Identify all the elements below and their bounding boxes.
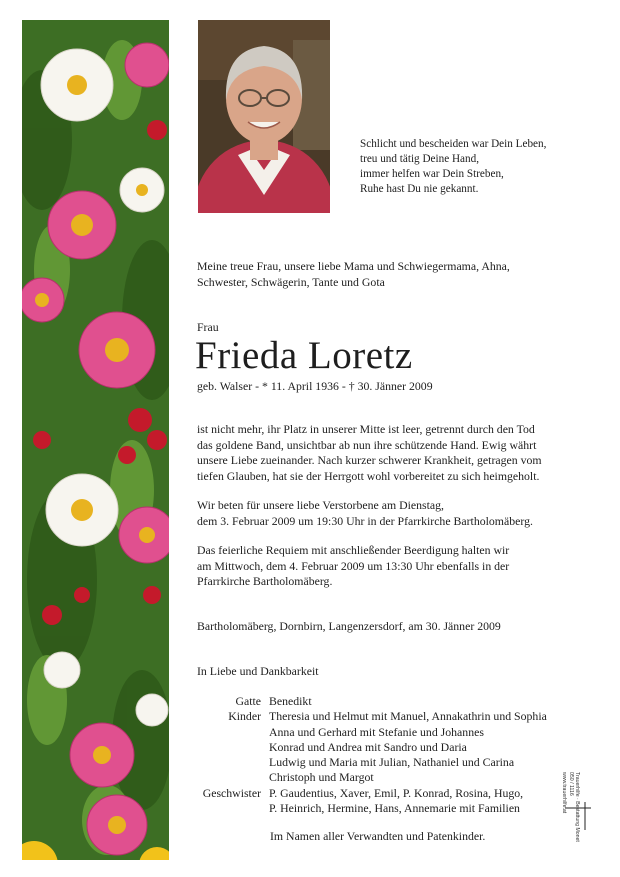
paragraph-line: dem 3. Februar 2009 um 19:30 Uhr in der Pfarrkirche Bartholomäberg. [197, 513, 533, 528]
final-line: Im Namen aller Verwandten und Patenkinder. [270, 829, 486, 843]
requiem-paragraph [197, 543, 509, 590]
paragraph-line: Wir beten für unsere liebe Verstorbene am Dienstag, [197, 498, 444, 512]
poem-line: Schlicht und bescheiden war Dein Leben, [360, 138, 547, 150]
poem-line: immer helfen war Dein Streben, [360, 168, 504, 180]
mourner-names: Christoph und Margot [269, 770, 374, 785]
mourner-row [197, 725, 547, 740]
closing-line: In Liebe und Dankbarkeit [197, 664, 319, 678]
intro-line: Schwester, Schwägerin, Tante und Gota [197, 274, 385, 289]
mourner-relation [197, 801, 269, 816]
imprint-line: www.trauerhilfe.at [561, 772, 568, 814]
portrait-photo [198, 20, 330, 213]
imprint-line: Trauerhilfe · Bestattung Monet [574, 772, 580, 842]
mourner-names: Anna und Gerhard mit Stefanie und Johannes [269, 724, 484, 739]
mourner-names: Konrad und Andrea mit Sandro und Daria [269, 739, 467, 754]
mourner-names: P. Heinrich, Hermine, Hans, Annemarie mit Familien [269, 801, 520, 816]
mourners-list [197, 694, 547, 816]
salutation: Frau [197, 320, 219, 334]
poem-line: Ruhe hast Du nie gekannt. [360, 183, 479, 195]
mourner-relation [197, 725, 269, 740]
paragraph-line: am Mittwoch, dem 4. Februar 2009 um 13:30 Uhr ebenfalls in der [197, 558, 510, 573]
funeral-service-imprint [540, 772, 580, 862]
intro-line: Meine treue Frau, unsere liebe Mama und Schwiegermama, Ahna, [197, 259, 510, 273]
mourner-row [197, 786, 547, 801]
mourner-names: Ludwig und Maria mit Julian, Nathaniel und Carina [269, 755, 515, 770]
mourner-names: Theresia und Helmut mit Manuel, Annakathrin und Sophia [269, 709, 547, 724]
flower-meadow-image [22, 20, 169, 860]
mourner-names: Benedikt [269, 694, 312, 708]
paragraph-line: unsere Liebe zueinander. Nach kurzer schwerer Krankheit, getragen vom [197, 453, 542, 467]
places-and-date: Bartholomäberg, Dornbirn, Langenzersdorf, am 30. Jänner 2009 [197, 619, 501, 633]
prayer-paragraph [197, 498, 533, 529]
paragraph-line: ist nicht mehr, ihr Platz in unserer Mitte ist leer, getrennt durch den Tod [197, 422, 535, 436]
mourner-row [197, 709, 547, 724]
mourner-row [197, 755, 547, 770]
mourner-relation: Geschwister [202, 785, 261, 800]
mourner-row [197, 801, 547, 816]
paragraph-line: das goldene Band, unsichtbar ab nun ihre schützende Hand. Ewig währt [197, 437, 537, 452]
deceased-name: Frieda Loretz [195, 334, 413, 377]
poem [360, 137, 546, 197]
paragraph-line: Das feierliche Requiem mit anschließender Beerdigung halten wir [197, 543, 510, 557]
imprint-line: 050 / 1116 [567, 772, 574, 796]
mourner-relation: Kinder [228, 709, 261, 724]
mourner-relation: Gatte [235, 694, 261, 708]
paragraph-line: Pfarrkirche Bartholomäberg. [197, 574, 333, 588]
main-paragraph [197, 422, 542, 484]
paragraph-line: tiefen Glauben, hat sie der Herrgott wohl vorbereitet zu sich heimgeholt. [197, 468, 540, 483]
mourner-relation [197, 740, 269, 755]
mourner-relation [197, 755, 269, 770]
mourner-row [197, 694, 547, 709]
mourner-relation [197, 770, 269, 785]
mourner-names: P. Gaudentius, Xaver, Emil, P. Konrad, Rosina, Hugo, [269, 785, 524, 800]
portrait-image [198, 20, 330, 213]
life-dates: geb. Walser - * 11. April 1936 - † 30. Jänner 2009 [197, 379, 433, 393]
mourner-row [197, 740, 547, 755]
mourner-row [197, 770, 547, 785]
intro-text [197, 259, 510, 290]
poem-line: treu und tätig Deine Hand, [360, 153, 479, 165]
flower-photo-strip [22, 20, 169, 860]
